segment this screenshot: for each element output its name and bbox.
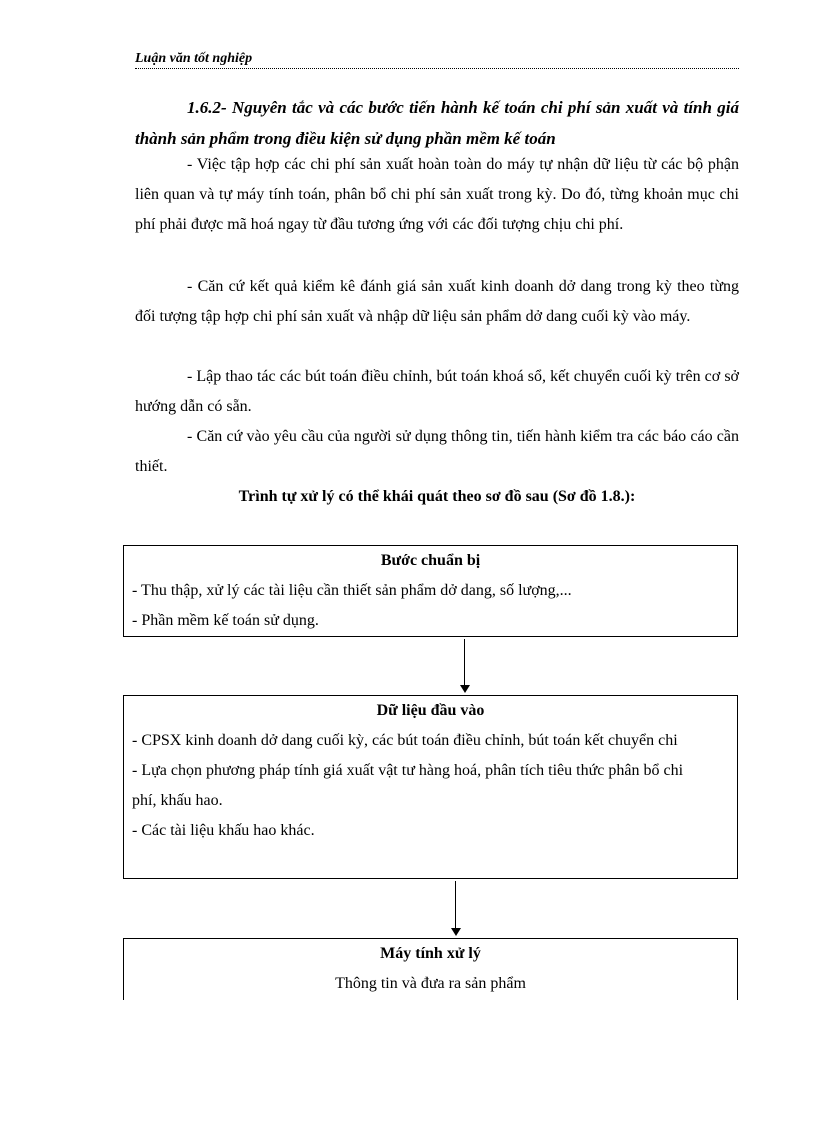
paragraph: - Căn cứ kết quả kiểm kê đánh giá sản xuất kinh doanh dở dang trong kỳ theo từng đối tượng tập hợp chi phí sản xuất và nhập dữ liệu sản phẩm dở dang cuối kỳ vào máy. bbox=[135, 278, 739, 325]
prep-step-title: Bước chuẩn bị bbox=[380, 552, 481, 569]
diagram-caption: Trình tự xử lý có thể khái quát theo sơ đồ sau (Sơ đồ 1.8.): bbox=[238, 488, 636, 505]
flow-arrow-down-icon bbox=[451, 881, 461, 936]
paragraph: - Căn cứ vào yêu cầu của người sử dụng thông tin, tiến hành kiểm tra các báo cáo cần thiết. bbox=[135, 428, 739, 475]
paragraph: - Việc tập hợp các chi phí sản xuất hoàn toàn do máy tự nhận dữ liệu từ các bộ phận liên quan và tự máy tính toán, phân bổ chi phí sản xuất trong kỳ. Do đó, từng khoản mục chi phí phải được mã hoá ngay từ đầu tương ứng với các đối tượng chịu chi phí. bbox=[135, 156, 739, 233]
input-data-line: - CPSX kinh doanh dở dang cuối kỳ, các bút toán điều chỉnh, bút toán kết chuyển chi bbox=[132, 732, 678, 749]
section-heading: 1.6.2- Nguyên tắc và các bước tiến hành kế toán chi phí sản xuất và tính giá thành sản phẩm trong điều kiện sử dụng phần mềm kế toán bbox=[135, 98, 739, 148]
computer-processing-box bbox=[123, 938, 738, 1000]
running-header: Luận văn tốt nghiệp bbox=[135, 50, 739, 69]
prep-step-box bbox=[123, 545, 738, 637]
paragraph: - Lập thao tác các bút toán điều chỉnh, bút toán khoá sổ, kết chuyển cuối kỳ trên cơ sở hướng dẫn có sẵn. bbox=[135, 368, 739, 415]
flow-arrow-down-icon bbox=[460, 639, 470, 693]
input-data-title: Dữ liệu đầu vào bbox=[376, 702, 485, 719]
prep-step-line: - Thu thập, xử lý các tài liệu cần thiết sản phẩm dở dang, số lượng,... bbox=[132, 582, 572, 599]
input-data-line: - Các tài liệu khấu hao khác. bbox=[132, 822, 315, 839]
input-data-box bbox=[123, 695, 738, 879]
input-data-line: - Lựa chọn phương pháp tính giá xuất vật tư hàng hoá, phân tích tiêu thức phân bổ chi bbox=[132, 762, 684, 779]
processing-subtitle: Thông tin và đưa ra sản phẩm bbox=[335, 975, 526, 992]
input-data-line: phí, khấu hao. bbox=[132, 792, 223, 809]
processing-title: Máy tính xử lý bbox=[380, 945, 481, 962]
prep-step-line: - Phần mềm kế toán sử dụng. bbox=[132, 612, 319, 629]
